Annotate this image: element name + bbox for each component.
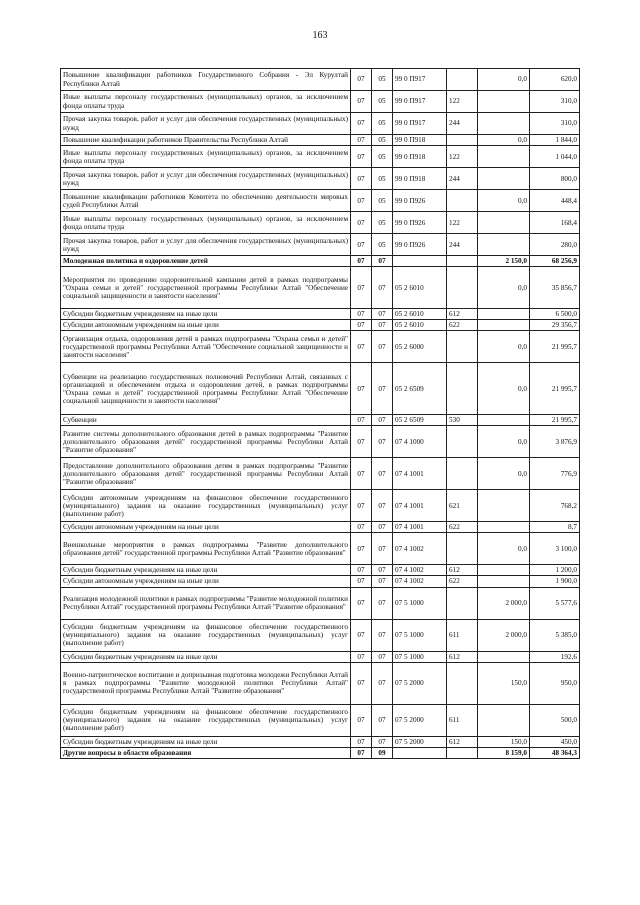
row-section: 07 (351, 234, 372, 256)
row-target-code: 07 5 2000 (393, 662, 447, 704)
row-subsection: 07 (372, 704, 393, 736)
row-amount-a: 150,0 (478, 662, 530, 704)
table-row (61, 135, 580, 146)
row-section: 07 (351, 91, 372, 113)
row-target-code: 99 0 П918 (393, 168, 447, 190)
row-target-code: 05 2 6509 (393, 363, 447, 415)
row-name: Субсидии бюджетным учреждениям на финансовое обеспечение государственного (муниципального) задания на оказание государственных (муниципальных) услуг (выполнение работ) (61, 619, 351, 651)
row-section: 07 (351, 619, 372, 651)
row-name: Субсидии бюджетным учреждениям на финансовое обеспечение государственного (муниципального) задания на оказание государственных (муниципальных) услуг (выполнение работ) (61, 704, 351, 736)
row-amount-a: 0,0 (478, 533, 530, 565)
row-subsection: 05 (372, 91, 393, 113)
row-amount-b: 620,0 (530, 69, 580, 91)
budget-table (60, 68, 580, 759)
row-section: 07 (351, 415, 372, 426)
row-section: 07 (351, 490, 372, 522)
row-name: Субсидии бюджетным учреждениям на иные цели (61, 736, 351, 747)
row-target-code: 05 2 6010 (393, 320, 447, 331)
row-expense-type: 122 (447, 212, 478, 234)
row-name: Субсидии автономным учреждениям на финансовое обеспечение государственного (муниципального) задания на оказание государственных (муниципальных) услуг (выполнение работ) (61, 490, 351, 522)
row-name: Предоставление дополнительного образования детям в рамках подпрограммы "Развитие дополнительного образования детей" государственной программы Республики Алтай "Развитие образования" (61, 458, 351, 490)
row-expense-type (447, 426, 478, 458)
row-expense-type: 244 (447, 113, 478, 135)
row-expense-type: 611 (447, 619, 478, 651)
row-amount-a: 0,0 (478, 426, 530, 458)
row-name: Реализация молодежной политики в рамках подпрограммы "Развитие молодежной политики Республики Алтай" государственной программы Республики Алтай "Развитие образования" (61, 587, 351, 619)
row-name: Повышение квалификации работников Комитета по обеспечению деятельности мировых судей Республики Алтай (61, 190, 351, 212)
row-amount-a (478, 490, 530, 522)
row-expense-type: 622 (447, 576, 478, 587)
row-expense-type (447, 587, 478, 619)
row-target-code: 07 5 1000 (393, 651, 447, 662)
row-expense-type: 122 (447, 91, 478, 113)
row-amount-b: 950,0 (530, 662, 580, 704)
table-row (61, 533, 580, 565)
row-target-code: 99 0 П926 (393, 234, 447, 256)
row-amount-a: 0,0 (478, 135, 530, 146)
row-subsection: 05 (372, 69, 393, 91)
row-subsection: 07 (372, 651, 393, 662)
row-expense-type: 244 (447, 234, 478, 256)
row-subsection: 05 (372, 212, 393, 234)
row-target-code: 07 5 1000 (393, 587, 447, 619)
row-subsection: 07 (372, 736, 393, 747)
row-expense-type: 122 (447, 146, 478, 168)
table-body (61, 69, 580, 759)
table-row (61, 458, 580, 490)
row-section: 07 (351, 135, 372, 146)
row-amount-a (478, 704, 530, 736)
table-row (61, 212, 580, 234)
table-row (61, 651, 580, 662)
row-amount-a (478, 415, 530, 426)
row-section: 07 (351, 363, 372, 415)
row-amount-a (478, 113, 530, 135)
row-name: Субсидии бюджетным учреждениям на иные цели (61, 651, 351, 662)
row-section: 07 (351, 212, 372, 234)
row-target-code: 05 2 6509 (393, 415, 447, 426)
table-row (61, 309, 580, 320)
table-row (61, 747, 580, 758)
row-subsection: 07 (372, 363, 393, 415)
row-expense-type: 612 (447, 736, 478, 747)
row-expense-type (447, 135, 478, 146)
row-name: Прочая закупка товаров, работ и услуг для обеспечения государственных (муниципальных) нужд (61, 113, 351, 135)
row-expense-type: 612 (447, 651, 478, 662)
row-amount-a (478, 91, 530, 113)
row-amount-b: 48 364,3 (530, 747, 580, 758)
row-target-code: 07 4 1000 (393, 426, 447, 458)
row-section: 07 (351, 736, 372, 747)
row-amount-a: 0,0 (478, 69, 530, 91)
table-row (61, 490, 580, 522)
row-name: Субвенции на реализацию государственных полномочий Республики Алтай, связанных с организацией и обеспечением отдыха и оздоровления детей, в рамках подпрограммы "Охрана семьи и детей" государственной программы Республики Алтай "Обеспечение социальной защищенности и занятости населения" (61, 363, 351, 415)
table-row (61, 576, 580, 587)
row-amount-b: 35 856,7 (530, 267, 580, 309)
row-name: Мероприятия по проведению оздоровительной кампании детей в рамках подпрограммы "Охрана семьи и детей" государственной программы Республики Алтай "Обеспечение социальной защищенности и занятости населения" (61, 267, 351, 309)
row-amount-b: 280,0 (530, 234, 580, 256)
row-amount-b: 5 385,0 (530, 619, 580, 651)
row-section: 07 (351, 747, 372, 758)
row-name: Прочая закупка товаров, работ и услуг для обеспечения государственных (муниципальных) нужд (61, 168, 351, 190)
table-row (61, 587, 580, 619)
row-amount-a (478, 146, 530, 168)
table-row (61, 662, 580, 704)
row-target-code: 99 0 П918 (393, 135, 447, 146)
row-amount-b: 8,7 (530, 522, 580, 533)
row-subsection: 07 (372, 426, 393, 458)
row-subsection: 09 (372, 747, 393, 758)
row-name: Повышение квалификации работников Государственного Собрания - Эл Курултай Республики Алтай (61, 69, 351, 91)
row-amount-a (478, 168, 530, 190)
row-amount-a: 150,0 (478, 736, 530, 747)
row-section: 07 (351, 565, 372, 576)
row-name: Субсидии автономным учреждениям на иные цели (61, 576, 351, 587)
row-amount-a: 0,0 (478, 331, 530, 363)
row-name: Внешкольные мероприятия в рамках подпрограммы "Развитие дополнительного образования детей" государственной программы Республики Алтай "Развитие образования" (61, 533, 351, 565)
row-expense-type (447, 256, 478, 267)
table-row (61, 168, 580, 190)
row-amount-b: 450,0 (530, 736, 580, 747)
row-expense-type (447, 533, 478, 565)
row-amount-b: 6 500,0 (530, 309, 580, 320)
row-expense-type: 622 (447, 522, 478, 533)
row-section: 07 (351, 651, 372, 662)
row-amount-b: 29 356,7 (530, 320, 580, 331)
row-section: 07 (351, 320, 372, 331)
table-row (61, 146, 580, 168)
row-subsection: 05 (372, 234, 393, 256)
row-name: Другие вопросы в области образования (61, 747, 351, 758)
row-amount-b: 21 995,7 (530, 415, 580, 426)
row-amount-a (478, 565, 530, 576)
table-row (61, 363, 580, 415)
row-amount-b: 1 044,0 (530, 146, 580, 168)
table-row (61, 736, 580, 747)
row-target-code: 07 4 1002 (393, 533, 447, 565)
row-section: 07 (351, 576, 372, 587)
row-amount-b: 310,0 (530, 113, 580, 135)
row-subsection: 05 (372, 190, 393, 212)
row-target-code: 05 2 6010 (393, 309, 447, 320)
row-amount-b: 1 844,0 (530, 135, 580, 146)
table-row (61, 91, 580, 113)
row-amount-a (478, 309, 530, 320)
row-subsection: 07 (372, 331, 393, 363)
row-section: 07 (351, 168, 372, 190)
row-target-code (393, 747, 447, 758)
row-section: 07 (351, 662, 372, 704)
row-subsection: 07 (372, 320, 393, 331)
row-amount-a (478, 320, 530, 331)
row-name: Субсидии автономным учреждениям на иные цели (61, 320, 351, 331)
row-section: 07 (351, 190, 372, 212)
row-name: Иные выплаты персоналу государственных (муниципальных) органов, за исключением фонда оплаты труда (61, 91, 351, 113)
row-amount-b: 1 900,0 (530, 576, 580, 587)
row-amount-a: 0,0 (478, 363, 530, 415)
row-amount-b: 21 995,7 (530, 363, 580, 415)
page-number: 163 (312, 30, 328, 41)
table-row (61, 234, 580, 256)
row-target-code: 07 5 2000 (393, 736, 447, 747)
row-subsection: 07 (372, 415, 393, 426)
row-subsection: 07 (372, 267, 393, 309)
row-name: Субсидии бюджетным учреждениям на иные цели (61, 565, 351, 576)
row-name: Субвенции (61, 415, 351, 426)
row-section: 07 (351, 704, 372, 736)
row-expense-type (447, 458, 478, 490)
row-amount-b: 68 256,9 (530, 256, 580, 267)
row-amount-a (478, 212, 530, 234)
row-subsection: 07 (372, 587, 393, 619)
row-name: Субсидии автономным учреждениям на иные цели (61, 522, 351, 533)
table-row (61, 320, 580, 331)
row-amount-b: 776,9 (530, 458, 580, 490)
row-subsection: 05 (372, 135, 393, 146)
row-amount-a (478, 576, 530, 587)
row-target-code: 07 5 1000 (393, 619, 447, 651)
row-section: 07 (351, 309, 372, 320)
row-expense-type: 612 (447, 309, 478, 320)
row-subsection: 07 (372, 309, 393, 320)
row-name: Развитие системы дополнительного образования детей в рамках подпрограммы "Развитие дополнительного образования детей" государственной программы Республики Алтай "Развитие образования" (61, 426, 351, 458)
row-section: 07 (351, 256, 372, 267)
row-section: 07 (351, 146, 372, 168)
row-name: Иные выплаты персоналу государственных (муниципальных) органов, за исключением фонда оплаты труда (61, 146, 351, 168)
row-target-code: 07 4 1002 (393, 565, 447, 576)
row-amount-b: 21 995,7 (530, 331, 580, 363)
row-amount-b: 1 200,0 (530, 565, 580, 576)
row-amount-b: 192,6 (530, 651, 580, 662)
row-expense-type: 622 (447, 320, 478, 331)
row-section: 07 (351, 458, 372, 490)
row-section: 07 (351, 426, 372, 458)
table-row (61, 565, 580, 576)
row-amount-b: 5 577,6 (530, 587, 580, 619)
row-name: Организация отдыха, оздоровления детей в рамках подпрограммы "Охрана семьи и детей" государственной программы Республики Алтай "Обеспечение социальной защищенности и занятости населения" (61, 331, 351, 363)
row-amount-b: 3 876,9 (530, 426, 580, 458)
row-amount-b: 768,2 (530, 490, 580, 522)
row-section: 07 (351, 267, 372, 309)
table-row (61, 190, 580, 212)
table-row (61, 69, 580, 91)
row-section: 07 (351, 113, 372, 135)
row-subsection: 05 (372, 146, 393, 168)
table-row (61, 619, 580, 651)
table-row (61, 426, 580, 458)
row-target-code: 07 4 1002 (393, 576, 447, 587)
row-amount-a (478, 522, 530, 533)
table-row (61, 415, 580, 426)
row-name: Повышение квалификации работников Правительства Республики Алтай (61, 135, 351, 146)
row-amount-a (478, 651, 530, 662)
row-expense-type (447, 331, 478, 363)
row-subsection: 07 (372, 619, 393, 651)
table-row (61, 267, 580, 309)
row-amount-a: 2 150,0 (478, 256, 530, 267)
row-amount-a: 8 159,0 (478, 747, 530, 758)
row-expense-type: 530 (447, 415, 478, 426)
row-expense-type (447, 662, 478, 704)
row-amount-a: 2 000,0 (478, 619, 530, 651)
row-amount-a: 0,0 (478, 458, 530, 490)
row-amount-a: 0,0 (478, 190, 530, 212)
row-target-code: 99 0 П917 (393, 69, 447, 91)
row-subsection: 05 (372, 168, 393, 190)
row-expense-type (447, 267, 478, 309)
table-row (61, 113, 580, 135)
row-target-code: 99 0 П918 (393, 146, 447, 168)
row-subsection: 07 (372, 533, 393, 565)
row-target-code: 99 0 П917 (393, 91, 447, 113)
row-target-code: 07 4 1001 (393, 458, 447, 490)
row-section: 07 (351, 587, 372, 619)
row-section: 07 (351, 533, 372, 565)
row-amount-a (478, 234, 530, 256)
row-name: Субсидии бюджетным учреждениям на иные цели (61, 309, 351, 320)
table-row (61, 522, 580, 533)
table-row (61, 331, 580, 363)
row-subsection: 07 (372, 662, 393, 704)
row-target-code: 99 0 П926 (393, 212, 447, 234)
row-target-code: 07 4 1001 (393, 522, 447, 533)
row-target-code: 07 4 1001 (393, 490, 447, 522)
row-target-code (393, 256, 447, 267)
row-expense-type: 612 (447, 565, 478, 576)
row-target-code: 99 0 П917 (393, 113, 447, 135)
row-amount-b: 500,0 (530, 704, 580, 736)
row-name: Прочая закупка товаров, работ и услуг для обеспечения государственных (муниципальных) нужд (61, 234, 351, 256)
row-amount-b: 168,4 (530, 212, 580, 234)
row-subsection: 05 (372, 113, 393, 135)
row-subsection: 07 (372, 522, 393, 533)
row-amount-b: 448,4 (530, 190, 580, 212)
row-expense-type (447, 747, 478, 758)
row-amount-a: 2 000,0 (478, 587, 530, 619)
row-section: 07 (351, 331, 372, 363)
row-expense-type (447, 69, 478, 91)
row-expense-type: 611 (447, 704, 478, 736)
row-section: 07 (351, 69, 372, 91)
row-name: Иные выплаты персоналу государственных (муниципальных) органов, за исключением фонда оплаты труда (61, 212, 351, 234)
table-row (61, 256, 580, 267)
row-subsection: 07 (372, 490, 393, 522)
row-section: 07 (351, 522, 372, 533)
table-row (61, 704, 580, 736)
row-target-code: 07 5 2000 (393, 704, 447, 736)
row-subsection: 07 (372, 576, 393, 587)
row-expense-type (447, 363, 478, 415)
row-amount-b: 3 100,0 (530, 533, 580, 565)
row-expense-type: 621 (447, 490, 478, 522)
row-amount-b: 800,0 (530, 168, 580, 190)
row-name: Молодежная политика и оздоровление детей (61, 256, 351, 267)
row-name: Военно-патриотическое воспитание и допризывная подготовка молодежи Республики Алтай в рамках подпрограммы "Развитие молодежной политики Республики Алтай" государственной программы Республики Алтай "Развитие образования" (61, 662, 351, 704)
row-amount-b: 310,0 (530, 91, 580, 113)
row-expense-type: 244 (447, 168, 478, 190)
row-target-code: 05 2 6010 (393, 267, 447, 309)
row-subsection: 07 (372, 565, 393, 576)
row-target-code: 05 2 6000 (393, 331, 447, 363)
row-expense-type (447, 190, 478, 212)
row-target-code: 99 0 П926 (393, 190, 447, 212)
row-amount-a: 0,0 (478, 267, 530, 309)
row-subsection: 07 (372, 256, 393, 267)
row-subsection: 07 (372, 458, 393, 490)
